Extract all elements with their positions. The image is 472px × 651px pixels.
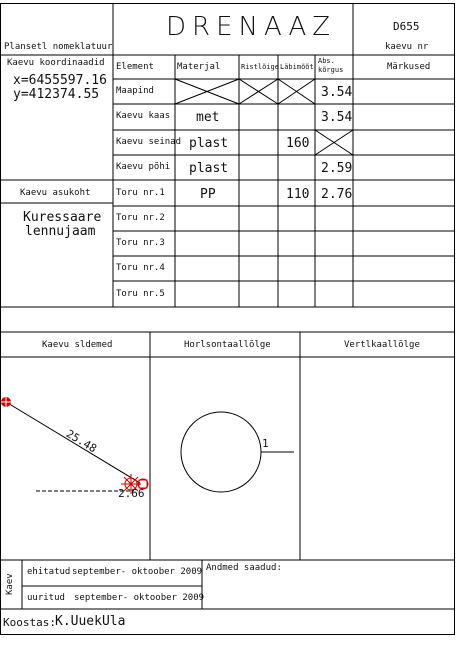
row-diameter: 160 [286, 136, 310, 151]
footer-side-label: Kaev [5, 573, 15, 595]
row-element: Kaevu kaas [116, 111, 171, 121]
coord-x: x=6455597.16 [13, 73, 107, 88]
horizontal-section-drawing [150, 357, 300, 557]
row-abs: 3.54 [321, 110, 353, 125]
section-horizontal: Horlsontaallõlge [184, 340, 271, 350]
col-header-diameter: Läbimõõt [280, 63, 314, 71]
row-element: Toru nr.3 [116, 238, 165, 248]
row-element: Toru nr.4 [116, 263, 165, 273]
row-element: Toru nr.2 [116, 213, 165, 223]
row-element: Kaevu põhi [116, 162, 171, 172]
plan-nomenclature-label: Plansetl nomeklatuur [4, 42, 113, 52]
section-connections: Kaevu sldemed [42, 340, 113, 350]
row-abs: 3.54 [321, 85, 353, 100]
coords-label: Kaevu koordinaadid [7, 58, 105, 68]
row-abs: 2.59 [321, 161, 353, 176]
row-material: met [196, 110, 220, 125]
section-vertical: Vertlkaallõlge [344, 340, 420, 350]
row-abs: 2.76 [321, 187, 353, 202]
surveyed-value: september- oktoober 2009 [74, 593, 205, 603]
pipe-number-label: 1 [262, 437, 269, 450]
row-element: Toru nr.5 [116, 289, 165, 299]
col-header-abs-2: kõrgus [318, 66, 344, 74]
row-material: PP [200, 187, 216, 202]
sheet-title: DRENAAZ [166, 12, 337, 42]
col-header-element: Element [116, 62, 154, 72]
row-diameter: 110 [286, 187, 310, 202]
data-source-label: Andmed saadud: [206, 563, 282, 573]
well-code-label: kaevu nr [385, 42, 429, 52]
coord-y: y=412374.55 [13, 87, 100, 102]
row-element: Maapind [116, 86, 154, 96]
row-element: Kaevu seinad [116, 137, 182, 147]
location-line1: Kuressaare [23, 210, 102, 225]
built-value: september- oktoober 2009 [72, 567, 203, 577]
row-material: plast [189, 136, 229, 151]
location-label: Kaevu asukoht [20, 188, 91, 198]
built-label: ehitatud [27, 567, 71, 577]
surveyed-label: uuritud [27, 593, 65, 603]
col-header-crosssection: Ristlõige [241, 63, 279, 71]
col-header-material: Materjal [177, 62, 221, 72]
col-header-abs-1: Abs. [318, 57, 335, 65]
level-label: 2.66 [118, 487, 145, 500]
author-value: K.UuekUla [55, 614, 126, 629]
well-circle [181, 412, 261, 492]
row-element: Toru nr.1 [116, 188, 165, 198]
author-label: Koostas: [3, 616, 56, 629]
col-header-remarks: Märkused [387, 62, 431, 72]
location-line2: lennujaam [25, 224, 96, 239]
distance-label: 25.48 [63, 427, 99, 456]
row-material: plast [189, 161, 229, 176]
well-code: D655 [393, 20, 420, 33]
connections-drawing [0, 357, 150, 557]
